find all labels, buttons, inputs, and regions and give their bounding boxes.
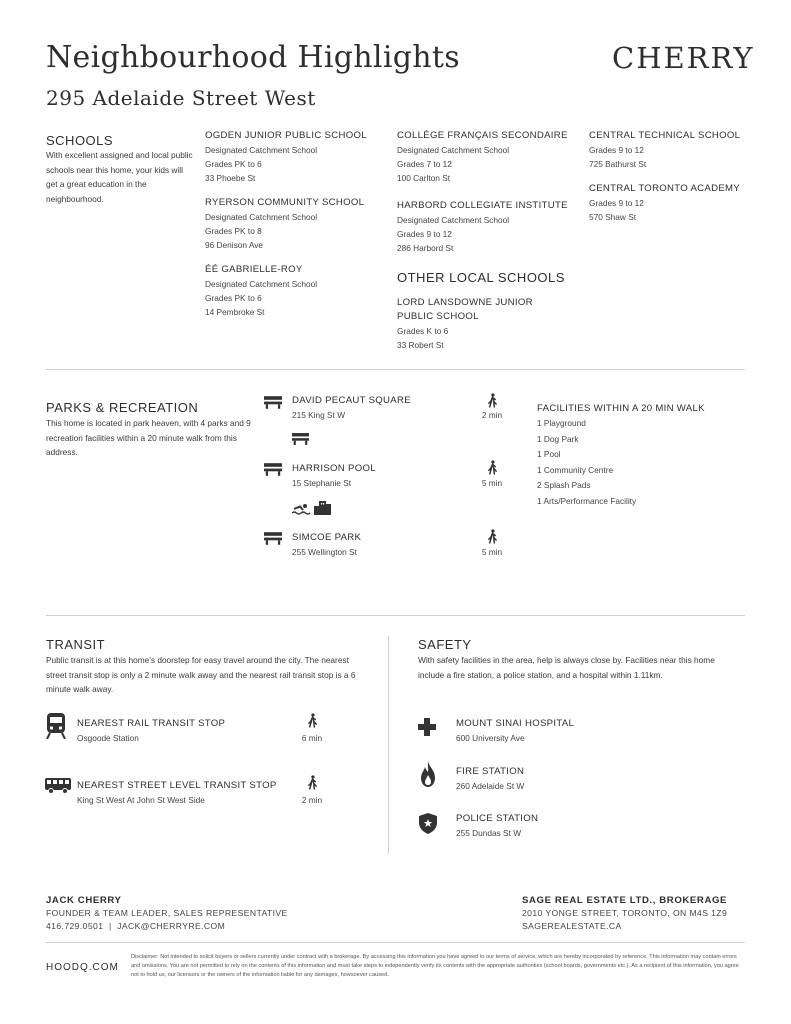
facility-item: 2 Splash Pads bbox=[537, 480, 591, 491]
facilities-list bbox=[537, 416, 636, 510]
school-name: COLLÈGE FRANÇAIS SECONDAIRE bbox=[397, 130, 568, 141]
school-central-toronto bbox=[589, 182, 740, 224]
school-lord-lansdowne bbox=[397, 296, 533, 352]
safety-description: With safety facilities in the area, help is always close by. Facilities near this home include a fire station, a police station, and a hospital within 1.11km. bbox=[418, 655, 715, 680]
school-line: 33 Robert St bbox=[397, 340, 444, 350]
school-line: Grades PK to 6 bbox=[205, 293, 262, 303]
disclaimer: Disclaimer: Not intended to solicit buyers or sellers currently under contract with a brokerage. By accessing this information you have agreed to our terms of service, which are hereby incorporated by reference. This information may contain errors and omissions. You are not permitted to rely on the contents of this information and must take steps to independently verify its contents with the appropriate authorities (school boards, governments etc.). As a recipient of this information, you agree not to hold us, our licensors or the owners of the information liable for any damages, howsoever caused. bbox=[131, 954, 739, 978]
parks-description: This home is located in park heaven, with 4 parks and 9 recreation facilities within a 20 minute walk from this address. bbox=[46, 418, 251, 457]
page-title: Neighbourhood Highlights bbox=[46, 40, 460, 75]
school-name: CENTRAL TECHNICAL SCHOOL bbox=[589, 130, 741, 141]
hoodq-link[interactable]: HOODQ.COM bbox=[46, 962, 119, 973]
facility-item: 1 Pool bbox=[537, 449, 561, 460]
school-line: Grades 7 to 12 bbox=[397, 159, 452, 169]
school-line: 286 Harbord St bbox=[397, 243, 454, 253]
school-line: 96 Denison Ave bbox=[205, 240, 263, 250]
school-name: CENTRAL TORONTO ACADEMY bbox=[589, 183, 741, 194]
building-icon bbox=[314, 501, 331, 515]
divider bbox=[46, 942, 745, 943]
school-line: Grades PK to 8 bbox=[205, 226, 262, 236]
school-line: 100 Carlton St bbox=[397, 173, 451, 183]
school-line: Designated Catchment School bbox=[397, 145, 510, 155]
park-address: 215 King St W bbox=[292, 410, 346, 420]
transit-stop-name: NEAREST STREET LEVEL TRANSIT STOP bbox=[77, 780, 277, 791]
school-line: Grades 9 to 12 bbox=[589, 145, 644, 155]
school-line: Grades PK to 6 bbox=[205, 159, 262, 169]
transit-stop-detail: King St West At John St West Side bbox=[77, 795, 205, 805]
bus-icon bbox=[45, 778, 71, 794]
school-line: 33 Phoebe St bbox=[205, 173, 256, 183]
school-college-francais bbox=[397, 129, 568, 185]
transit-stop-detail: Osgoode Station bbox=[77, 733, 139, 743]
safety-facility-address: 260 Adelaide St W bbox=[456, 781, 525, 791]
park-name: DAVID PECAUT SQUARE bbox=[292, 395, 411, 406]
safety-facility-address: 600 University Ave bbox=[456, 733, 525, 743]
facility-item: 1 Community Centre bbox=[537, 464, 614, 475]
walk-time: 5 min bbox=[481, 547, 503, 557]
school-line: Designated Catchment School bbox=[397, 215, 510, 225]
walk-icon bbox=[487, 460, 498, 475]
facilities-title: FACILITIES WITHIN A 20 MIN WALK bbox=[537, 403, 705, 414]
parks-heading: PARKS & RECREATION bbox=[46, 400, 199, 415]
safety-facility-name: POLICE STATION bbox=[456, 813, 539, 824]
swimming-icon bbox=[292, 503, 310, 515]
brokerage-name: SAGE REAL ESTATE LTD., BROKERAGE bbox=[522, 895, 728, 906]
walk-time: 2 min bbox=[301, 795, 323, 805]
divider bbox=[46, 369, 745, 370]
school-harbord bbox=[397, 199, 568, 255]
facility-item: 1 Playground bbox=[537, 418, 586, 428]
medical-cross-icon bbox=[418, 718, 436, 736]
bench-icon bbox=[264, 396, 282, 409]
agent-contact[interactable]: 416.729.0501 | JACK@CHERRYRE.COM bbox=[46, 921, 226, 931]
walk-icon bbox=[307, 713, 318, 728]
divider bbox=[46, 615, 745, 616]
school-name: LORD LANSDOWNE JUNIOR bbox=[397, 297, 533, 308]
other-schools-heading: OTHER LOCAL SCHOOLS bbox=[397, 270, 565, 285]
bench-icon bbox=[264, 463, 282, 476]
brokerage-website[interactable]: SAGEREALESTATE.CA bbox=[522, 921, 622, 931]
school-line: Designated Catchment School bbox=[205, 145, 318, 155]
brokerage-address: 2010 YONGE STREET, TORONTO, ON M4S 1Z9 bbox=[522, 908, 728, 918]
park-name: HARRISON POOL bbox=[292, 463, 376, 474]
walk-time: 5 min bbox=[481, 478, 503, 488]
safety-heading: SAFETY bbox=[418, 637, 472, 652]
school-line: Grades 9 to 12 bbox=[397, 229, 452, 239]
transit-heading: TRANSIT bbox=[46, 637, 106, 652]
facility-item: 1 Arts/Performance Facility bbox=[537, 495, 637, 506]
school-name: OGDEN JUNIOR PUBLIC SCHOOL bbox=[205, 130, 367, 141]
property-address: 295 Adelaide Street West bbox=[46, 86, 316, 110]
school-line: 570 Shaw St bbox=[589, 212, 637, 222]
school-central-technical bbox=[589, 129, 740, 171]
transit-stop-name: NEAREST RAIL TRANSIT STOP bbox=[77, 718, 226, 729]
schools-heading: SCHOOLS bbox=[46, 133, 114, 148]
school-ogden bbox=[205, 129, 367, 185]
train-icon bbox=[46, 713, 66, 739]
walk-time: 2 min bbox=[481, 410, 503, 420]
park-address: 255 Wellington St bbox=[292, 547, 357, 557]
agent-title: FOUNDER & TEAM LEADER, SALES REPRESENTATIVE bbox=[46, 908, 288, 918]
school-line: Grades K to 6 bbox=[397, 326, 449, 336]
walk-time: 6 min bbox=[301, 733, 323, 743]
school-name: ÉÉ GABRIELLE-ROY bbox=[205, 264, 303, 275]
agent-name: JACK CHERRY bbox=[46, 895, 122, 906]
safety-facility-name: FIRE STATION bbox=[456, 766, 525, 777]
brand-logo: CHERRY bbox=[612, 41, 755, 75]
safety-facility-address: 255 Dundas St W bbox=[456, 828, 522, 838]
walk-icon bbox=[487, 529, 498, 544]
schools-description: With excellent assigned and local public schools near this home, your kids will get a great education in the neighbourhood. bbox=[46, 150, 193, 204]
safety-facility-name: MOUNT SINAI HOSPITAL bbox=[456, 718, 575, 729]
school-name: PUBLIC SCHOOL bbox=[397, 311, 479, 322]
school-name: HARBORD COLLEGIATE INSTITUTE bbox=[397, 200, 568, 211]
police-badge-icon bbox=[419, 813, 437, 834]
school-line: 725 Bathurst St bbox=[589, 159, 647, 169]
facility-item: 1 Dog Park bbox=[537, 433, 579, 444]
walk-icon bbox=[307, 775, 318, 790]
school-name: RYERSON COMMUNITY SCHOOL bbox=[205, 197, 365, 208]
park-address: 15 Stephanie St bbox=[292, 478, 352, 488]
school-line: Designated Catchment School bbox=[205, 212, 318, 222]
park-name: SIMCOE PARK bbox=[292, 532, 362, 543]
school-ryerson bbox=[205, 196, 364, 252]
vertical-divider bbox=[388, 636, 389, 854]
school-gabrielle-roy bbox=[205, 263, 317, 319]
school-line: 14 Pembroke St bbox=[205, 307, 265, 317]
bench-icon bbox=[264, 532, 282, 545]
flame-icon bbox=[420, 761, 436, 787]
school-line: Designated Catchment School bbox=[205, 279, 318, 289]
walk-icon bbox=[487, 393, 498, 408]
school-line: Grades 9 to 12 bbox=[589, 198, 644, 208]
transit-description: Public transit is at this home's doorstep for easy travel around the city. The nearest street transit stop is only a 2 minute walk away and the nearest rail transit stop is a 6 minute walk away. bbox=[46, 655, 356, 694]
bench-icon bbox=[292, 433, 309, 445]
